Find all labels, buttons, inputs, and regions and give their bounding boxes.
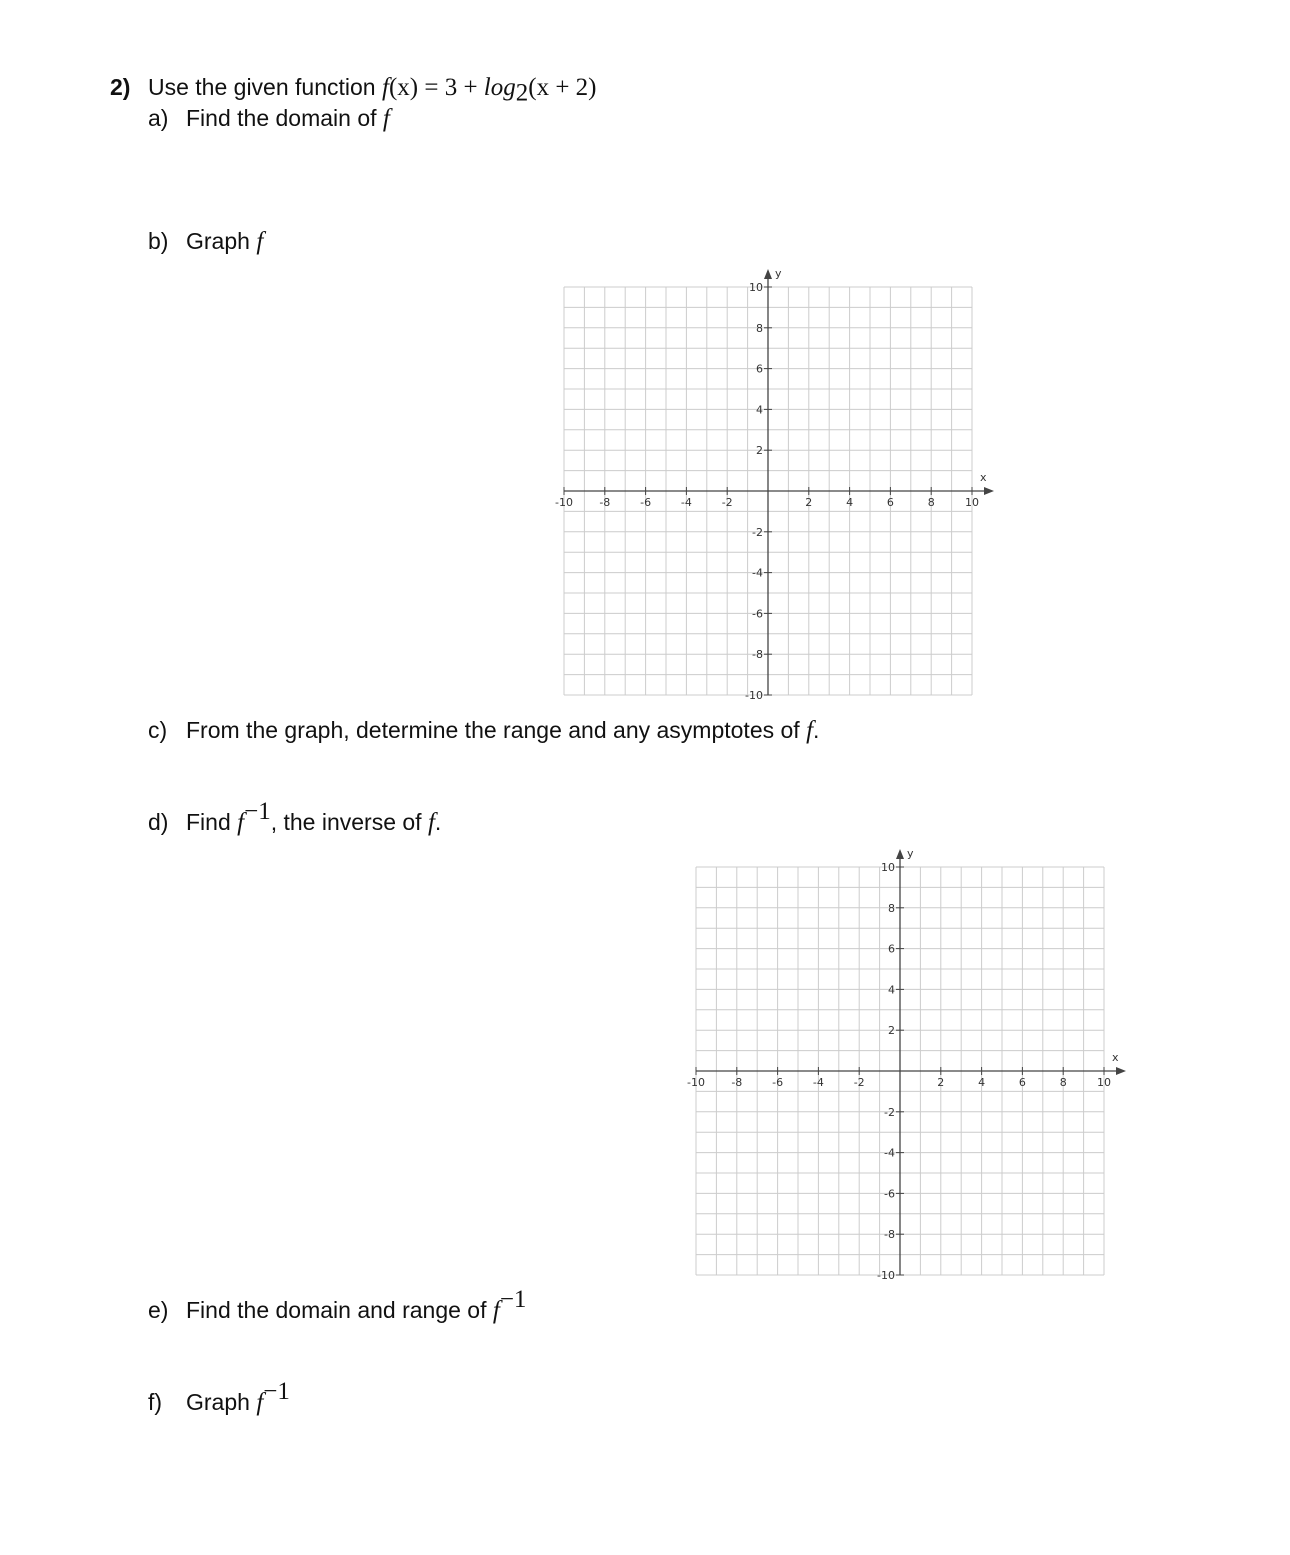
part-d-exponent: −1	[244, 798, 271, 826]
function-equals: = 3 +	[418, 74, 484, 101]
y-tick-label: 6	[756, 362, 763, 376]
x-tick-label: 6	[886, 496, 894, 509]
part-c-label: c)	[148, 717, 168, 743]
y-tick-label: -2	[884, 1105, 895, 1119]
x-tick-label: -8	[731, 1076, 743, 1089]
part-d-symbol: f	[237, 809, 245, 836]
x-tick-label: -6	[640, 496, 652, 509]
part-f	[148, 1378, 290, 1418]
x-axis-label: x	[1112, 1051, 1119, 1064]
part-b-label: b)	[148, 228, 169, 254]
part-d-label: d)	[148, 809, 169, 835]
x-tick-label: -6	[772, 1076, 784, 1089]
x-tick-label: -8	[599, 496, 611, 509]
coordinate-grid-f-inverse	[682, 846, 1142, 1286]
function-log-base: 2	[515, 79, 529, 107]
x-tick-label: 2	[805, 496, 813, 509]
x-tick-label: -2	[853, 1076, 865, 1089]
part-b	[148, 226, 263, 257]
part-c-end: .	[813, 717, 820, 743]
y-axis-arrow-icon	[896, 849, 904, 859]
y-tick-label: 4	[888, 983, 895, 997]
part-f-label: f)	[148, 1389, 163, 1415]
function-log-arg: (x + 2)	[528, 74, 597, 101]
x-tick-label: -10	[555, 496, 573, 509]
y-tick-label: 4	[756, 403, 763, 417]
x-tick-label: 4	[978, 1076, 986, 1089]
x-tick-label: -4	[812, 1076, 824, 1089]
x-tick-label: 8	[927, 496, 935, 509]
part-e-text: Find the domain and range of	[186, 1297, 493, 1323]
problem-number: 2)	[110, 74, 131, 100]
y-tick-label: -10	[745, 689, 763, 702]
part-a	[148, 103, 390, 134]
part-e	[148, 1286, 527, 1326]
part-a-symbol: f	[382, 105, 390, 132]
part-d	[148, 798, 442, 838]
part-f-text: Graph	[186, 1389, 257, 1415]
part-a-label: a)	[148, 105, 169, 131]
part-d-end: .	[434, 809, 442, 835]
x-tick-label: 8	[1059, 1076, 1067, 1089]
part-d-symbol-2: f	[427, 809, 435, 836]
part-c-text: From the graph, determine the range and any asymptotes of	[186, 717, 807, 743]
y-tick-label: -4	[884, 1146, 895, 1160]
y-tick-label: 10	[749, 281, 763, 294]
part-c	[148, 715, 819, 746]
y-tick-label: 10	[881, 861, 895, 874]
part-e-symbol: f	[492, 1297, 500, 1324]
part-c-symbol: f	[806, 717, 814, 744]
function-arg: (x)	[388, 74, 419, 101]
x-tick-label: -10	[687, 1076, 705, 1089]
x-axis-arrow-icon	[1116, 1067, 1126, 1075]
y-tick-label: 8	[888, 901, 895, 915]
y-tick-label: -8	[752, 648, 763, 662]
function-log: log	[483, 74, 516, 101]
y-tick-label: 2	[756, 444, 763, 458]
y-tick-label: -4	[752, 566, 763, 580]
y-tick-label: -2	[752, 525, 763, 539]
part-f-symbol: f	[256, 1389, 264, 1416]
part-d-text: Find	[186, 809, 238, 835]
function-name: f	[381, 74, 389, 101]
y-axis-arrow-icon	[764, 269, 772, 279]
part-b-symbol: f	[256, 228, 264, 255]
y-axis-label: y	[775, 267, 782, 280]
part-d-mid: , the inverse of	[270, 809, 428, 835]
x-tick-label: 10	[1097, 1076, 1111, 1089]
x-tick-label: 10	[965, 496, 979, 509]
x-axis-label: x	[980, 471, 987, 484]
x-tick-label: 4	[846, 496, 854, 509]
part-a-text: Find the domain of	[186, 105, 383, 131]
x-tick-label: 6	[1018, 1076, 1026, 1089]
part-e-label: e)	[148, 1297, 169, 1323]
y-axis-label: y	[907, 847, 914, 860]
y-tick-label: -10	[877, 1269, 895, 1282]
y-tick-label: -8	[884, 1228, 895, 1242]
y-tick-label: -6	[752, 607, 763, 621]
y-tick-label: 8	[756, 321, 763, 335]
x-tick-label: -2	[721, 496, 733, 509]
part-f-exponent: −1	[263, 1378, 290, 1406]
y-tick-label: 6	[888, 942, 895, 956]
y-tick-label: 2	[888, 1024, 895, 1038]
problem-header	[110, 72, 597, 107]
problem-intro: Use the given function	[148, 74, 376, 100]
part-b-text: Graph	[186, 228, 257, 254]
coordinate-grid-f	[550, 266, 1010, 706]
part-e-exponent: −1	[499, 1286, 527, 1314]
x-tick-label: 2	[937, 1076, 945, 1089]
x-tick-label: -4	[680, 496, 692, 509]
y-tick-label: -6	[884, 1187, 895, 1201]
x-axis-arrow-icon	[984, 487, 994, 495]
